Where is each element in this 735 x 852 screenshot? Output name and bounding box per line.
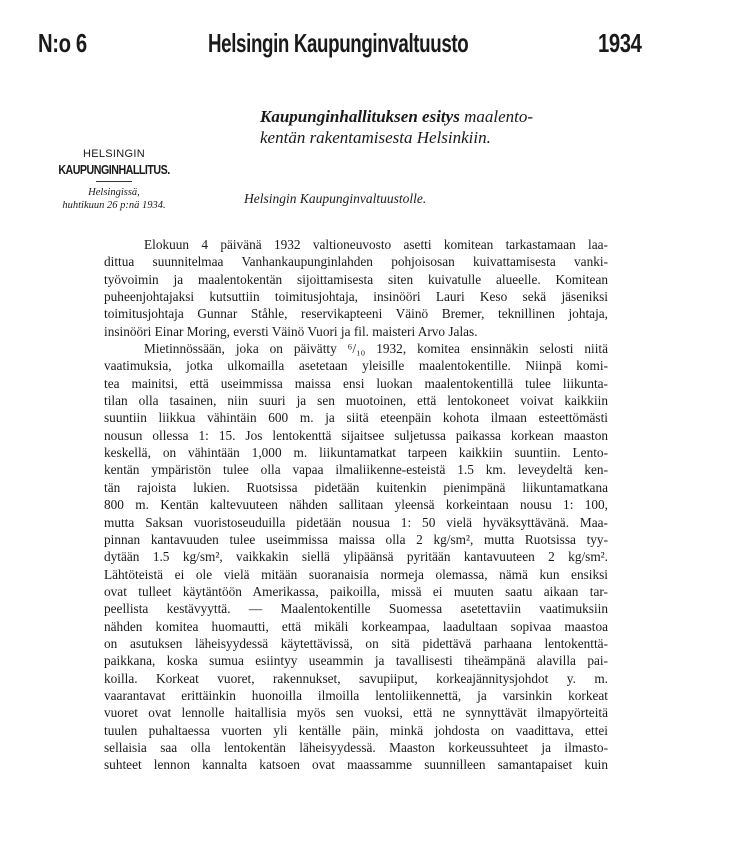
text-line: Elokuun 4 päivänä 1932 valtioneuvosto asetti komitean tarkastamaan laa- <box>144 237 608 252</box>
sender-block <box>34 148 194 212</box>
text-line: keskellä, on vähintään 1,000 m. liikuntamatkat tarpeen kaikkiin suuntiin. Lento- <box>104 445 608 461</box>
text-line: vaatimuksia, jotka ulkomailla asetetaan yleisille maalentokentille. Niinpä komi- <box>104 358 608 374</box>
sender-office: KAUPUNGINHALLITUS. <box>58 162 170 177</box>
text-line: on asutuksen läheisyydessä käytettävissä, on sitä pidettävä parhaana lentokenttä- <box>104 635 608 651</box>
text-line: tea mainitsi, että useimmissa maissa ensi luokan maalentokentillä tulee liikunta- <box>104 375 608 391</box>
sender-place: Helsingissä, <box>88 187 140 198</box>
text-line: suhteet lennon kannalta katsoen ovat maassamme suunnilleen samantapaiset kuin <box>104 757 608 773</box>
paragraph-1 <box>104 236 608 340</box>
text-line: toimitusjohtaja Gunnar Ståhle, reservikapteeni Väinö Bremer, teknillinen johtaja, <box>104 306 608 322</box>
text-line: vuoret ovat lennolle haitallisia myös sen vuoksi, että ne synnyttävät ilmapyörteitä <box>104 705 608 721</box>
proposal-title <box>260 106 660 148</box>
text-line: insinööri Einar Moring, eversti Väinö Vuori ja fil. maisteri Arvo Jalas. <box>104 323 478 339</box>
issue-number: N:o 6 <box>38 28 87 58</box>
text-line: kentän ympäristön tulee olla vapaa ilmaliikenne-esteistä 1.5 km. leveydeltä ken- <box>104 462 608 478</box>
text-line: pinnan kantavuuden tulee useimmissa maissa olla 2 kg/sm², mutta Ruotsissa tyy- <box>104 531 608 547</box>
text-line: dittua suunnitelmaa Vanhankaupunginlahden pohjoisosan kuivattamisesta vanki- <box>104 254 608 270</box>
text-line: vaarantavat erittäinkin huonoilla ilmoilla lentoliikennettä, ja varsinkin korkeat <box>104 687 608 703</box>
text-line: nähden komitea huomautti, että mikäli korkeampaa, laadultaan sopivaa maastoa <box>104 618 608 634</box>
text-line: nousun ollessa 1: 15. Jos lentokenttä sijaitsee suljetussa paikassa korkean maaston <box>104 427 608 443</box>
proposal-title-line2: kentän rakentamisesta Helsinkiin. <box>260 128 491 147</box>
sender-divider <box>96 181 132 182</box>
text-line: paikkana, koska sumua esiintyy useammin ja tavallisesti tiheämpänä alavilla pai- <box>104 653 608 669</box>
body-text <box>104 236 608 774</box>
text-line: sellaisia saa olla lentokentän läheisyydessä. Maaston korkeussuhteet ja ilmasto- <box>104 739 608 755</box>
sender-date: huhtikuun 26 p:nä 1934. <box>62 200 166 211</box>
text-line: 800 m. Kentän kaltevuuteen nähden sallitaan yleensä korkeintaan nousu 1: 100, <box>104 497 608 513</box>
text-line: tän rajoista lukien. Ruotsissa pidetään kuitenkin pienimpänä liikuntamatkana <box>104 479 608 495</box>
text-line: mutta Saksan vuoristoseuduilla pidetään nousua 1: 50 vielä hyväksyttävänä. Maa- <box>104 514 608 530</box>
proposal-title-bold: Kaupunginhallituksen esitys <box>260 107 460 126</box>
proposal-title-rest: maalento- <box>464 107 534 126</box>
sender-city: HELSINGIN <box>83 148 145 160</box>
text-line: työvoimin ja maalentokentän sijoittamisesta siten kuivatulle alueelle. Komitean <box>104 271 608 287</box>
text-line: koilla. Korkeat vuoret, rakennukset, savupiiput, korkeajännitysjohdot y. m. <box>104 670 608 686</box>
text-line: Mietinnössään, joka on päivätty ⁶/₁₀ 1932, komitea ensinnäkin selosti niitä <box>144 341 608 357</box>
text-line: ovat tulleet käytäntöön Amerikassa, paikoilla, missä ei muuten saatu aikaan tar- <box>104 583 608 599</box>
recipient: Helsingin Kaupunginvaltuustolle. <box>244 191 427 206</box>
publication-year: 1934 <box>598 28 642 58</box>
text-line: puheenjohtajaksi kutsuttiin toimitusjohtaja, insinööri Lauri Keso sekä jäseniksi <box>104 289 608 305</box>
paragraph-2 <box>104 340 608 774</box>
publication-title: Helsingin Kaupunginvaltuusto <box>208 28 469 58</box>
text-line: peellista kestävyyttä. — Maalentokentille Suomessa asetettaviin vaatimuksiin <box>104 601 608 617</box>
text-line: suuntiin liikkua vähintäin 600 m. ja siitä eteenpäin kohota ilmaan esteettömästi <box>104 410 608 426</box>
text-line: Lähtöteistä ei ole vielä mitään suoranaisia normeja olemassa, nämä kun ensiksi <box>104 566 608 582</box>
text-line: tilan olla tasainen, niin suuri ja sen muotoinen, että lentokoneet voivat kaikkiin <box>104 393 608 409</box>
text-line: tuulen puhaltaessa vuorten yli kentälle päin, minkä johdosta on vaadittava, ettei <box>104 722 608 738</box>
page-header <box>38 28 688 68</box>
text-line: dytään 1.5 kg/sm², vaikkakin siellä ylipäänsä pyritään kantavuuteen 2 kg/sm². <box>104 549 608 565</box>
